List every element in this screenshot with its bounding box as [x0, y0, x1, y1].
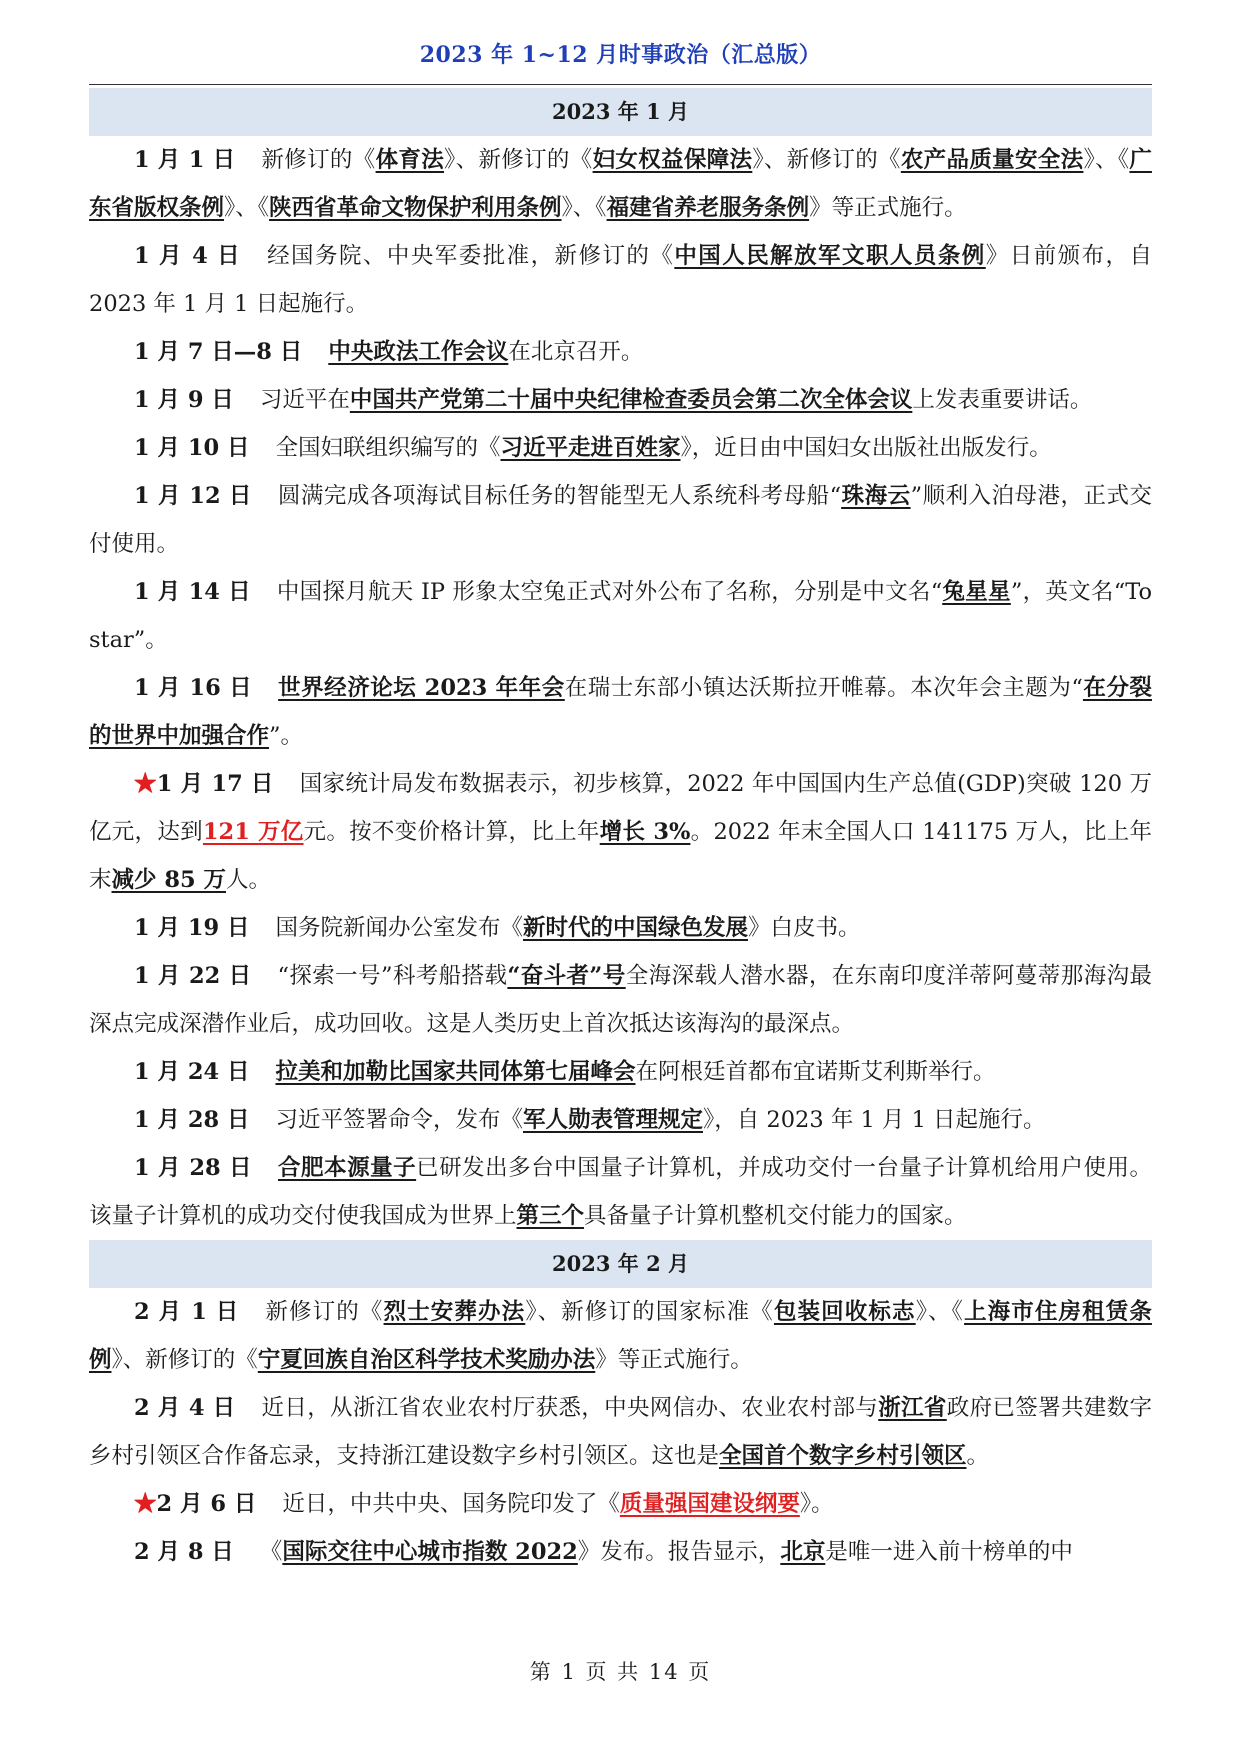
news-entry — [89, 424, 1152, 472]
entry-text: “探索一号”科考船搭载 — [277, 963, 508, 989]
key-term: 烈士安葬办法 — [383, 1299, 526, 1325]
key-term: 北京 — [780, 1539, 826, 1565]
entry-date: 2 月 8 日 — [134, 1539, 234, 1565]
entry-date: 1 月 14 日 — [134, 579, 251, 605]
entry-text: 国家统计局发布数据表示，初步核算，2022 年中国国内生产总值(GDP)突破 120 万亿元，达到 — [89, 771, 1152, 845]
news-entry — [89, 904, 1152, 952]
news-entry — [89, 1528, 1152, 1576]
entry-date: 2 月 1 日 — [134, 1299, 240, 1325]
entry-date: 1 月 22 日 — [134, 963, 252, 989]
entry-text: 在阿根廷首都布宜诺斯艾利斯举行。 — [635, 1059, 996, 1085]
key-term: 拉美和加勒比国家共同体第七届峰会 — [275, 1059, 636, 1085]
page-footer: 第 1 页 共 14 页 — [529, 1660, 712, 1684]
entry-text: 习近平签署命令，发布《 — [275, 1107, 523, 1133]
key-term: 陕西省革命文物保护利用条例 — [269, 195, 562, 221]
entry-text: 习近平在 — [259, 387, 350, 413]
entry-date: 1 月 4 日 — [134, 243, 242, 269]
entry-text: 人。 — [226, 867, 272, 893]
entry-text: 》、新修订的《 — [752, 147, 901, 173]
entry-text: 》、《 — [1083, 147, 1130, 173]
news-entry — [89, 232, 1152, 328]
entry-text: 》、新修订的《 — [111, 1347, 258, 1373]
key-term: “奋斗者”号 — [507, 963, 626, 989]
entry-text: 新修订的《 — [265, 1299, 384, 1325]
key-term: 宁夏回族自治区科学技术奖励办法 — [257, 1347, 596, 1373]
entry-date: 1 月 28 日 — [134, 1155, 253, 1181]
entry-text: 国务院新闻办公室发布《 — [275, 915, 523, 941]
entry-text: 》。 — [799, 1491, 834, 1517]
entry-date: 1 月 10 日 — [134, 435, 250, 461]
entry-text: 在北京召开。 — [508, 339, 644, 365]
entry-date: 1 月 24 日 — [134, 1059, 250, 1085]
news-entry — [89, 568, 1175, 664]
entry-date: 1 月 28 日 — [134, 1107, 250, 1133]
key-term: 兔星星 — [942, 579, 1011, 605]
entry-text: 政府已签署共建数字乡村引领区合作备忘录，支持浙江建设数字乡村引领区。这也是 — [89, 1395, 1152, 1469]
key-term: 第三个 — [516, 1203, 585, 1229]
news-entry — [89, 376, 1152, 424]
key-term: 世界经济论坛 2023 年年会 — [278, 675, 565, 701]
key-term: 妇女权益保障法 — [592, 147, 753, 173]
entry-text: 》日前颁布，自 2023 年 1 月 1 日起施行。 — [89, 243, 1152, 317]
news-entry — [89, 136, 1152, 232]
news-entry — [89, 1480, 1152, 1528]
entry-text: 》、《 — [915, 1299, 965, 1325]
key-term: 在分裂的世界中加强合作 — [89, 675, 1152, 749]
key-term: 国际交往中心城市指数 2022 — [282, 1539, 578, 1565]
entry-text: 。 — [966, 1443, 990, 1469]
key-term: 减少 85 万 — [111, 867, 226, 893]
news-entry — [89, 760, 1152, 904]
key-term: 合肥本源量子 — [278, 1155, 417, 1181]
entry-date: 1 月 12 日 — [134, 483, 252, 509]
entry-text: 新修订的《 — [261, 147, 376, 173]
month-heading: 2023 年 1 月 — [89, 88, 1152, 136]
key-term: 体育法 — [375, 147, 445, 173]
entry-text: 》、《 — [224, 195, 270, 221]
news-entry — [89, 1384, 1152, 1480]
entry-text: 已研发出多台中国量子计算机，并成功交付一台量子计算机给用户使用。该量子计算机的成功交付使我国成为世界上 — [89, 1155, 1152, 1229]
entry-text: 。2022 年末全国人口 141175 万人，比上年末 — [89, 819, 1152, 893]
month-heading: 2023 年 2 月 — [89, 1240, 1152, 1288]
entry-text: ”，英文名“To star”。 — [89, 579, 1175, 653]
entry-date: 1 月 1 日 — [134, 147, 236, 173]
entry-date: 1 月 19 日 — [134, 915, 250, 941]
entry-text: 在瑞士东部小镇达沃斯拉开帷幕。本次年会主题为“ — [564, 675, 1083, 701]
news-entry — [89, 472, 1152, 568]
entry-date: 1 月 9 日 — [134, 387, 234, 413]
entry-text: 》、新修订的国家标准《 — [525, 1299, 774, 1325]
star-icon: ★ — [134, 1491, 157, 1517]
key-term: 质量强国建设纲要 — [619, 1491, 800, 1517]
entry-date: 2 月 6 日 — [156, 1491, 257, 1517]
key-term: 浙江省 — [878, 1395, 947, 1421]
key-term: 福建省养老服务条例 — [606, 195, 810, 221]
entry-text: 《 — [259, 1539, 283, 1565]
entry-text: ”。 — [269, 723, 304, 749]
key-term: 军人勋表管理规定 — [522, 1107, 703, 1133]
key-term: 习近平走进百姓家 — [500, 435, 681, 461]
entry-date: 1 月 7 日—8 日 — [134, 339, 303, 365]
entry-text: 》，自 2023 年 1 月 1 日起施行。 — [703, 1107, 1046, 1133]
entry-text: 全国妇联组织编写的《 — [275, 435, 501, 461]
key-term: 中央政法工作会议 — [328, 339, 509, 365]
entry-text: 是唯一进入前十榜单的中 — [825, 1539, 1073, 1565]
entry-text: 近日，中共中央、国务院印发了《 — [282, 1491, 620, 1517]
entry-text: 》等正式施行。 — [809, 195, 967, 221]
entry-text: 全海深载人潜水器，在东南印度洋蒂阿蔓蒂那海沟最深点完成深潜作业后，成功回收。这是人类历史上首次抵达该海沟的最深点。 — [89, 963, 1152, 1037]
document-body — [89, 88, 1175, 1576]
entry-text: 》、新修订的《 — [444, 147, 593, 173]
key-term: 121 万亿 — [202, 819, 304, 845]
entry-date: 2 月 4 日 — [134, 1395, 236, 1421]
entry-date: 1 月 17 日 — [156, 771, 274, 797]
key-term: 增长 3% — [599, 819, 691, 845]
star-icon: ★ — [134, 771, 157, 797]
key-term: 包装回收标志 — [773, 1299, 916, 1325]
news-entry — [89, 1288, 1152, 1384]
key-term: 中国共产党第二十届中央纪律检查委员会第二次全体会议 — [349, 387, 913, 413]
news-entry — [89, 952, 1152, 1048]
key-term: 中国人民解放军文职人员条例 — [674, 243, 986, 269]
news-entry — [89, 328, 1152, 376]
entry-text: 》、《 — [561, 195, 607, 221]
entry-text: 上发表重要讲话。 — [912, 387, 1093, 413]
entry-text: ”顺利入泊母港，正式交付使用。 — [89, 483, 1152, 557]
news-entry — [89, 1144, 1152, 1240]
key-term: 新时代的中国绿色发展 — [522, 915, 748, 941]
entry-text: 中国探月航天 IP 形象太空兔正式对外公布了名称，分别是中文名“ — [276, 579, 943, 605]
entry-text: 》发布。报告显示， — [577, 1539, 781, 1565]
header-divider — [89, 84, 1152, 85]
entry-text: 》，近日由中国妇女出版社出版发行。 — [680, 435, 1052, 461]
news-entry — [89, 1096, 1152, 1144]
key-term: 农产品质量安全法 — [900, 147, 1084, 173]
entry-text: 经国务院、中央军委批准，新修订的《 — [267, 243, 675, 269]
news-entry — [89, 664, 1152, 760]
key-term: 全国首个数字乡村引领区 — [719, 1443, 967, 1469]
news-entry — [89, 1048, 1152, 1096]
entry-text: 具备量子计算机整机交付能力的国家。 — [584, 1203, 967, 1229]
entry-text: 圆满完成各项海试目标任务的智能型无人系统科考母船“ — [277, 483, 842, 509]
entry-date: 1 月 16 日 — [134, 675, 253, 701]
entry-text: 元。按不变价格计算，比上年 — [303, 819, 600, 845]
document-header-title: 2023 年 1~12 月时事政治（汇总版） — [419, 42, 822, 68]
entry-text: 》等正式施行。 — [595, 1347, 753, 1373]
key-term: 珠海云 — [841, 483, 911, 509]
key-term: 广东省版权条例 — [89, 147, 1152, 221]
entry-text: 近日，从浙江省农业农村厅获悉，中央网信办、农业农村部与 — [261, 1395, 879, 1421]
entry-text: 》白皮书。 — [748, 915, 861, 941]
key-term: 上海市住房租赁条例 — [89, 1299, 1152, 1373]
